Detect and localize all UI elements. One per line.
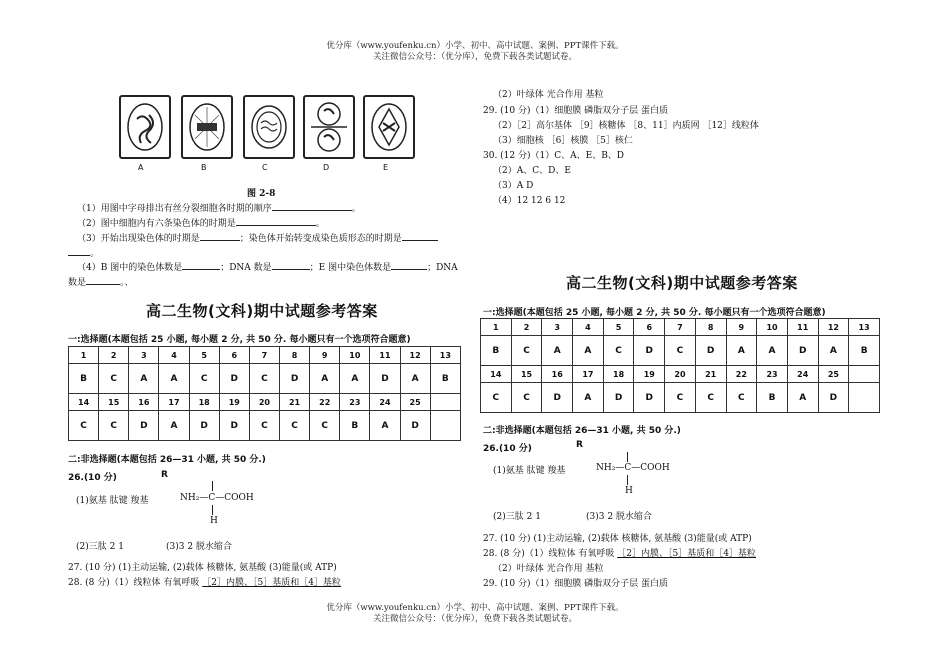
table-cell: C bbox=[249, 411, 279, 441]
bond-line-bottom bbox=[627, 475, 628, 485]
table-cell: D bbox=[787, 336, 818, 366]
table-cell: D bbox=[189, 411, 219, 441]
table-cell: A bbox=[573, 336, 604, 366]
table-cell: C bbox=[99, 411, 129, 441]
q26-part1-left: (1)氨基 肽键 羧基 bbox=[76, 496, 149, 506]
q26-h-left: H bbox=[210, 516, 218, 526]
table-cell bbox=[430, 411, 460, 441]
table-cell bbox=[849, 383, 880, 413]
q30-part3: （3）A D bbox=[493, 181, 534, 191]
table-cell: 9 bbox=[726, 319, 757, 336]
table-cell: 21 bbox=[279, 394, 309, 411]
table-cell: 15 bbox=[99, 394, 129, 411]
table-cell: C bbox=[310, 411, 340, 441]
table-cell: 9 bbox=[310, 347, 340, 364]
table-cell: 6 bbox=[634, 319, 665, 336]
table-cell: C bbox=[481, 383, 512, 413]
table-cell: 4 bbox=[159, 347, 189, 364]
table-cell: 16 bbox=[542, 366, 573, 383]
table-cell bbox=[849, 366, 880, 383]
section2-heading-right: 二:非选择题(本题包括 26—31 小题, 共 50 分.) bbox=[483, 426, 681, 436]
q29-part1-right: 29. (10 分)（1）细胞膜 磷脂双分子层 蛋白质 bbox=[483, 579, 668, 589]
table-cell: 20 bbox=[665, 366, 696, 383]
table-cell: 11 bbox=[370, 347, 400, 364]
table-cell: A bbox=[757, 336, 788, 366]
q26-part2-left: (2)三肽 2 1 bbox=[76, 542, 124, 552]
blank-1[interactable] bbox=[272, 210, 352, 211]
table-cell: D bbox=[603, 383, 634, 413]
table-cell: A bbox=[573, 383, 604, 413]
table-row-numbers-2 bbox=[69, 394, 461, 411]
question-2: （2）图中细胞内有六条染色体的时期是 。 bbox=[77, 219, 325, 229]
q26-r-right: R bbox=[576, 440, 583, 450]
table-cell: C bbox=[726, 383, 757, 413]
q30-part4: （4）12 12 6 12 bbox=[493, 196, 566, 206]
q26-label-right: 26.(10 分) bbox=[483, 444, 532, 454]
table-cell: 12 bbox=[400, 347, 430, 364]
table-cell: B bbox=[340, 411, 370, 441]
table-cell: D bbox=[695, 336, 726, 366]
table-cell: C bbox=[665, 383, 696, 413]
table-cell: A bbox=[726, 336, 757, 366]
table-cell: C bbox=[99, 364, 129, 394]
q27-right: 27. (10 分) (1)主动运输, (2)载体 核糖体, 氨基酸 (3)能量(或 ATP) bbox=[483, 534, 752, 544]
table-cell: 22 bbox=[726, 366, 757, 383]
table-cell: 14 bbox=[481, 366, 512, 383]
figure-label-d: D bbox=[323, 163, 330, 172]
blank-3a[interactable] bbox=[200, 240, 240, 241]
answer-table-right bbox=[480, 318, 880, 413]
page-header bbox=[0, 41, 950, 63]
figure-label-b: B bbox=[201, 163, 207, 172]
table-cell: D bbox=[818, 383, 849, 413]
table-cell: 21 bbox=[695, 366, 726, 383]
table-cell: C bbox=[665, 336, 696, 366]
table-cell: A bbox=[787, 383, 818, 413]
table-cell: 3 bbox=[129, 347, 159, 364]
cell-image-d bbox=[303, 95, 355, 159]
section2-heading-left: 二:非选择题(本题包括 26—31 小题, 共 50 分.) bbox=[68, 455, 266, 465]
table-row-numbers-2 bbox=[481, 366, 880, 383]
table-cell: A bbox=[370, 411, 400, 441]
table-cell: B bbox=[69, 364, 99, 394]
table-cell: 13 bbox=[430, 347, 460, 364]
table-cell: 3 bbox=[542, 319, 573, 336]
q26-part2-right: (2)三肽 2 1 bbox=[493, 512, 541, 522]
table-cell: C bbox=[511, 336, 542, 366]
bond-line-top bbox=[212, 481, 213, 491]
table-cell: 25 bbox=[818, 366, 849, 383]
table-cell: C bbox=[279, 411, 309, 441]
table-cell: 8 bbox=[695, 319, 726, 336]
figure-label-c: C bbox=[262, 163, 268, 172]
q28-right: 28. (8 分)（1）线粒体 有氧呼吸 ［2］内膜、［5］基质和［4］基粒 bbox=[483, 549, 756, 559]
section1-heading-right: 一:选择题(本题包括 25 小题, 每小题 2 分, 共 50 分. 每小题只有一个选项符合题意) bbox=[483, 308, 826, 318]
cell-image-b bbox=[181, 95, 233, 159]
table-cell: A bbox=[159, 411, 189, 441]
q29-part2-top: （2）［2］高尔基体 ［9］核糖体 ［8、11］内质网 ［12］线粒体 bbox=[493, 121, 759, 131]
table-cell: D bbox=[129, 411, 159, 441]
figure-caption: 图 2-8 bbox=[247, 189, 276, 199]
answer-table-left bbox=[68, 346, 461, 441]
q26-r-left: R bbox=[161, 470, 168, 480]
footer-line-2: 关注微信公众号：（优分库），免费下载各类试题试卷。 bbox=[372, 614, 577, 624]
table-cell: A bbox=[818, 336, 849, 366]
table-cell: A bbox=[159, 364, 189, 394]
table-cell: B bbox=[849, 336, 880, 366]
table-cell: 1 bbox=[69, 347, 99, 364]
header-line-1: 优分库（www.youfenku.cn）小学、初中、高中试题、案例、PPT课件下载。 bbox=[326, 41, 624, 51]
q30-part2: （2）A、C、D、E bbox=[493, 166, 571, 176]
figure-label-e: E bbox=[383, 163, 389, 172]
bond-line-top bbox=[627, 452, 628, 462]
table-cell: D bbox=[279, 364, 309, 394]
table-cell: C bbox=[189, 364, 219, 394]
table-cell: 24 bbox=[787, 366, 818, 383]
page-footer bbox=[0, 603, 950, 625]
table-cell: 4 bbox=[573, 319, 604, 336]
table-row-answers-2 bbox=[69, 411, 461, 441]
table-cell: 20 bbox=[249, 394, 279, 411]
q26-part3-right: (3)3 2 脱水缩合 bbox=[586, 512, 652, 522]
table-cell: A bbox=[129, 364, 159, 394]
q26-formula-left: NH₂—C—COOH bbox=[180, 493, 254, 503]
question-3: （3）开始出现染色体的时期是 ；染色体开始转变成染色质形态的时期是 bbox=[77, 233, 438, 245]
table-cell: D bbox=[219, 364, 249, 394]
table-cell: 13 bbox=[849, 319, 880, 336]
q26-label-left: 26.(10 分) bbox=[68, 473, 117, 483]
table-cell: 15 bbox=[511, 366, 542, 383]
table-cell: 10 bbox=[340, 347, 370, 364]
cell-image-c bbox=[243, 95, 295, 159]
table-cell: B bbox=[430, 364, 460, 394]
table-row-answers-2 bbox=[481, 383, 880, 413]
q26-formula-right: NH₂—C—COOH bbox=[596, 463, 670, 473]
table-cell: D bbox=[542, 383, 573, 413]
table-row-numbers-1 bbox=[481, 319, 880, 336]
table-cell: 18 bbox=[189, 394, 219, 411]
q30-part1: 30. (12 分)（1）C、A、E、B、D bbox=[483, 151, 625, 161]
table-cell: A bbox=[340, 364, 370, 394]
answer-key-title-right: 高二生物(文科)期中试题参考答案 bbox=[566, 274, 798, 292]
table-cell: C bbox=[603, 336, 634, 366]
q26-h-right: H bbox=[625, 486, 633, 496]
table-cell: 22 bbox=[310, 394, 340, 411]
blank-2[interactable] bbox=[236, 225, 316, 226]
table-cell: D bbox=[634, 336, 665, 366]
table-cell: 1 bbox=[481, 319, 512, 336]
header-line-2: 关注微信公众号：（优分库），免费下载各类试题试卷。 bbox=[372, 52, 577, 62]
q29-part1-top: 29. (10 分)（1）细胞膜 磷脂双分子层 蛋白质 bbox=[483, 106, 668, 116]
table-cell: C bbox=[695, 383, 726, 413]
table-cell: 7 bbox=[665, 319, 696, 336]
table-cell: B bbox=[481, 336, 512, 366]
table-cell: 19 bbox=[219, 394, 249, 411]
table-cell: 2 bbox=[511, 319, 542, 336]
q28-part2-right: （2）叶绿体 光合作用 基粒 bbox=[493, 564, 604, 574]
question-4-continued: 数是 。、 bbox=[68, 278, 134, 288]
table-cell: D bbox=[634, 383, 665, 413]
table-cell: 16 bbox=[129, 394, 159, 411]
table-cell: A bbox=[542, 336, 573, 366]
answer-key-title-left: 高二生物(文科)期中试题参考答案 bbox=[146, 302, 378, 320]
cell-image-e bbox=[363, 95, 415, 159]
table-cell: 7 bbox=[249, 347, 279, 364]
figure-label-a: A bbox=[138, 163, 144, 172]
bond-line-bottom bbox=[212, 505, 213, 515]
table-cell: D bbox=[219, 411, 249, 441]
table-cell: 25 bbox=[400, 394, 430, 411]
blank-3c[interactable] bbox=[68, 255, 90, 256]
q28-left: 28. (8 分)（1）线粒体 有氧呼吸 ［2］内膜、［5］基质和［4］基粒 bbox=[68, 578, 341, 588]
question-3-continued: 。 bbox=[68, 248, 99, 260]
table-cell: 11 bbox=[787, 319, 818, 336]
table-cell: 5 bbox=[189, 347, 219, 364]
section1-heading-left: 一:选择题(本题包括 25 小题, 每小题 2 分, 共 50 分. 每小题只有一个选项符合题意) bbox=[68, 335, 411, 345]
table-cell: C bbox=[511, 383, 542, 413]
table-cell: D bbox=[370, 364, 400, 394]
table-cell: A bbox=[400, 364, 430, 394]
table-cell: 8 bbox=[279, 347, 309, 364]
table-cell: C bbox=[249, 364, 279, 394]
table-cell: A bbox=[310, 364, 340, 394]
table-cell: 12 bbox=[818, 319, 849, 336]
blank-3b[interactable] bbox=[402, 240, 438, 241]
table-cell: 17 bbox=[573, 366, 604, 383]
blank-4a[interactable] bbox=[182, 269, 220, 270]
table-row-numbers-1 bbox=[69, 347, 461, 364]
table-cell: 17 bbox=[159, 394, 189, 411]
question-4: （4）B 图中的染色体数是 ；DNA 数是 ；E 图中染色体数是 ；DNA bbox=[77, 263, 458, 273]
table-row-answers-1 bbox=[69, 364, 461, 394]
q26-part3-left: (3)3 2 脱水缩合 bbox=[166, 542, 232, 552]
table-cell: 10 bbox=[757, 319, 788, 336]
q26-part1-right: (1)氨基 肽键 羧基 bbox=[493, 466, 566, 476]
table-cell: 23 bbox=[340, 394, 370, 411]
table-cell: C bbox=[69, 411, 99, 441]
table-cell bbox=[430, 394, 460, 411]
q28-part2-top: （2）叶绿体 光合作用 基粒 bbox=[493, 90, 604, 100]
table-cell: 18 bbox=[603, 366, 634, 383]
table-cell: 19 bbox=[634, 366, 665, 383]
table-cell: 6 bbox=[219, 347, 249, 364]
table-cell: 23 bbox=[757, 366, 788, 383]
table-cell: 2 bbox=[99, 347, 129, 364]
table-cell: B bbox=[757, 383, 788, 413]
question-1: （1）用图中字母排出有丝分裂细胞各时期的顺序 。 bbox=[77, 204, 361, 214]
q29-part3-top: （3）细胞核 ［6］核膜 ［5］核仁 bbox=[493, 136, 633, 146]
table-row-answers-1 bbox=[481, 336, 880, 366]
blank-4c[interactable] bbox=[391, 269, 427, 270]
table-cell: 5 bbox=[603, 319, 634, 336]
q27-left: 27. (10 分) (1)主动运输, (2)载体 核糖体, 氨基酸 (3)能量(或 ATP) bbox=[68, 563, 337, 573]
blank-4b[interactable] bbox=[272, 269, 310, 270]
table-cell: 14 bbox=[69, 394, 99, 411]
table-cell: 24 bbox=[370, 394, 400, 411]
table-cell: D bbox=[400, 411, 430, 441]
cell-image-a bbox=[119, 95, 171, 159]
footer-line-1: 优分库（www.youfenku.cn）小学、初中、高中试题、案例、PPT课件下载。 bbox=[326, 603, 624, 613]
blank-4d[interactable] bbox=[86, 284, 120, 285]
